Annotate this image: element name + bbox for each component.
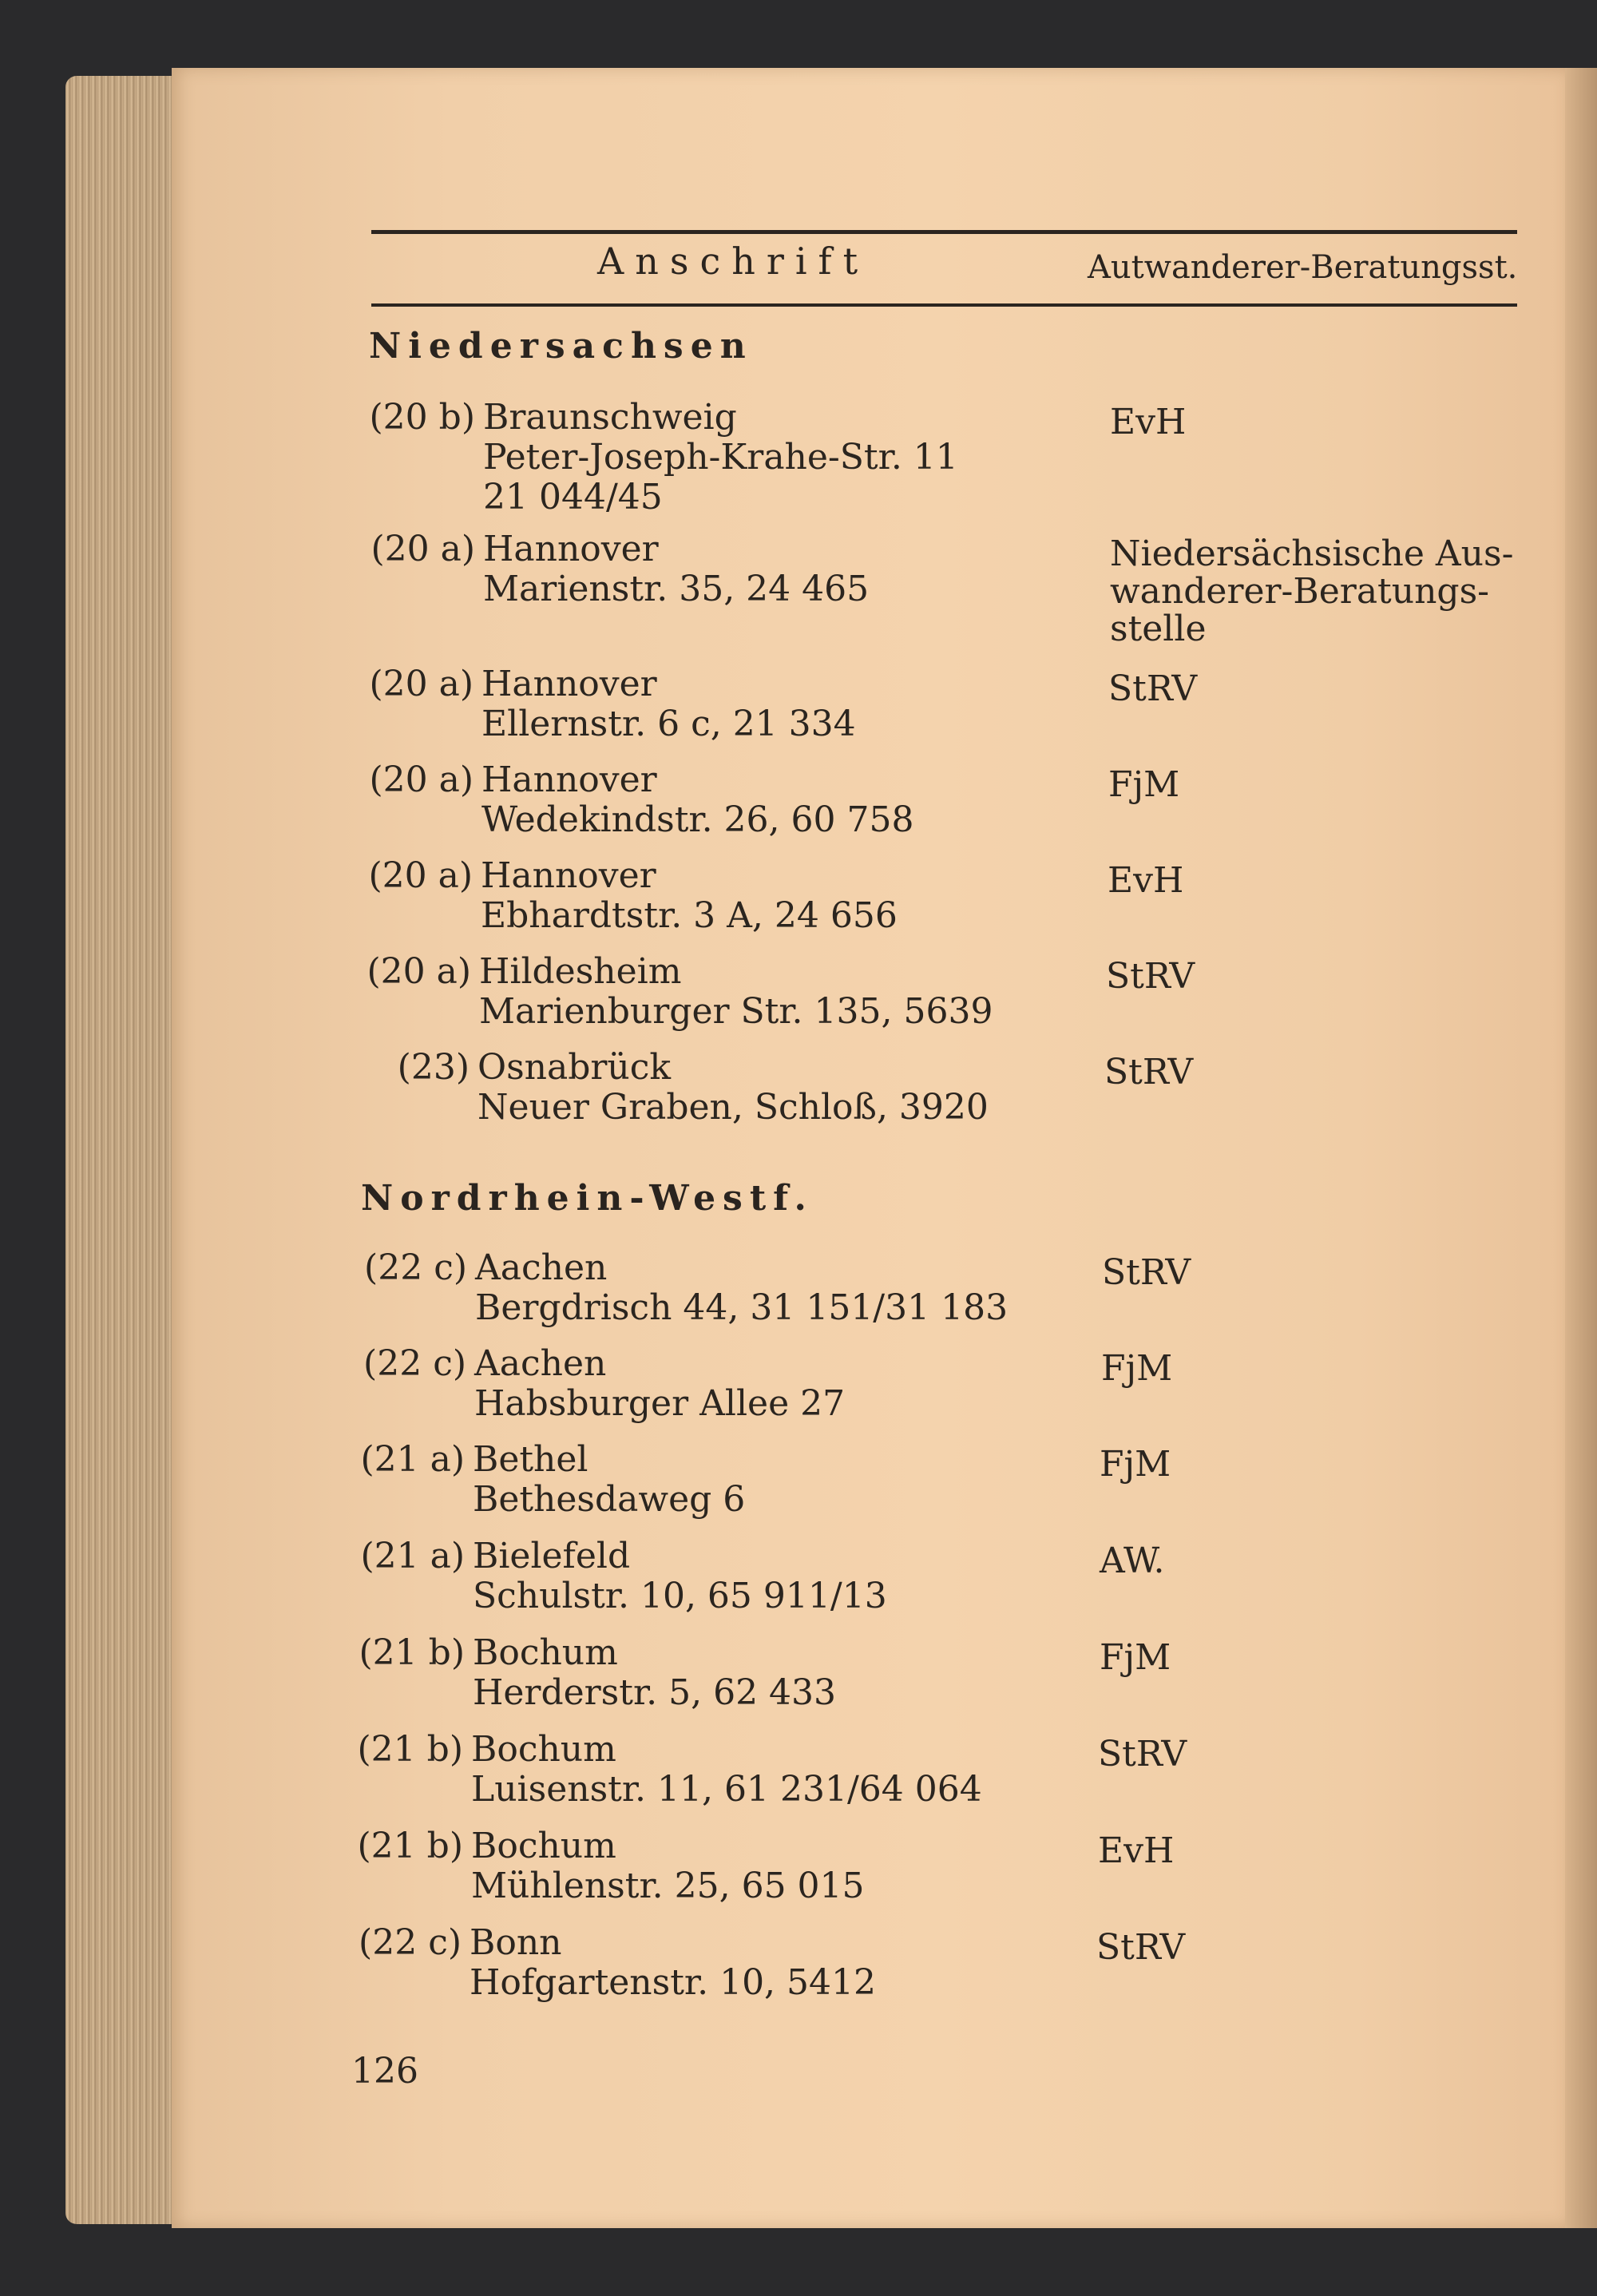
street: Neuer Graben, Schloß, 3920 bbox=[478, 1087, 989, 1128]
address bbox=[475, 1248, 1008, 1328]
street: Peter-Joseph-Krahe-Str. 11 bbox=[483, 437, 958, 478]
address bbox=[479, 952, 993, 1032]
street: Wedekindstr. 26, 60 758 bbox=[481, 799, 914, 840]
office bbox=[1098, 1831, 1174, 1869]
postal-code: (20 b) bbox=[369, 397, 475, 438]
office bbox=[1104, 1053, 1193, 1090]
office-line: StRV bbox=[1104, 1052, 1194, 1092]
address bbox=[483, 398, 958, 517]
office-line: AW. bbox=[1100, 1541, 1165, 1581]
city: Hannover bbox=[481, 855, 656, 896]
street: Schulstr. 10, 65 911/13 bbox=[473, 1576, 887, 1616]
postal-code: (20 a) bbox=[369, 759, 474, 800]
postal-code: (22 c) bbox=[359, 1922, 462, 1963]
street: Marienburger Str. 135, 5639 bbox=[479, 991, 993, 1032]
address bbox=[483, 529, 869, 609]
city: Bochum bbox=[471, 1826, 616, 1866]
section-title-nordrhein-westf: Nordrhein-Westf. bbox=[361, 1178, 814, 1219]
office-line: FjM bbox=[1108, 764, 1180, 805]
office-line: FjM bbox=[1100, 1637, 1171, 1678]
office-line: FjM bbox=[1100, 1444, 1171, 1485]
office bbox=[1102, 1253, 1191, 1291]
city: Hannover bbox=[481, 759, 657, 800]
postal-code: (21 a) bbox=[360, 1439, 465, 1480]
street: Ellernstr. 6 c, 21 334 bbox=[481, 704, 856, 744]
street: Hofgartenstr. 10, 5412 bbox=[470, 1962, 877, 2003]
city: Hildesheim bbox=[479, 951, 682, 992]
address bbox=[478, 1048, 989, 1128]
office-line: StRV bbox=[1102, 1252, 1191, 1293]
facing-page-edge bbox=[1565, 68, 1597, 2228]
office-line: stelle bbox=[1110, 609, 1207, 649]
postal-code: (22 c) bbox=[363, 1343, 466, 1384]
office-line: EvH bbox=[1098, 1830, 1175, 1871]
page-number: 126 bbox=[351, 2051, 418, 2092]
address bbox=[471, 1826, 865, 1906]
address bbox=[473, 1537, 887, 1616]
office-line: StRV bbox=[1108, 668, 1198, 709]
city: Bochum bbox=[473, 1632, 618, 1673]
city: Hannover bbox=[483, 529, 659, 569]
postal-code: (22 c) bbox=[364, 1247, 467, 1288]
postal-code: (21 b) bbox=[357, 1729, 463, 1770]
column-header-address: Anschrift bbox=[597, 240, 870, 283]
office-line: StRV bbox=[1106, 956, 1195, 997]
address bbox=[471, 1730, 982, 1810]
office bbox=[1110, 534, 1513, 647]
office bbox=[1100, 1541, 1165, 1579]
street: Luisenstr. 11, 61 231/64 064 bbox=[471, 1769, 982, 1810]
office-line: wanderer-Beratungs- bbox=[1110, 571, 1490, 612]
office-line: StRV bbox=[1096, 1927, 1186, 1968]
street: Marienstr. 35, 24 465 bbox=[483, 569, 870, 609]
postal-code: (20 a) bbox=[368, 855, 473, 896]
office bbox=[1100, 1637, 1171, 1678]
office bbox=[1108, 669, 1197, 707]
address bbox=[481, 760, 913, 840]
city: Braunschweig bbox=[483, 397, 737, 438]
address bbox=[481, 856, 898, 936]
street: Ebhardtstr. 3 A, 24 656 bbox=[481, 895, 898, 936]
office-line: FjM bbox=[1101, 1348, 1173, 1389]
office bbox=[1110, 402, 1186, 440]
office-line: EvH bbox=[1108, 860, 1184, 901]
city: Bethel bbox=[473, 1439, 588, 1480]
city: Bielefeld bbox=[473, 1536, 631, 1576]
header-top-rule bbox=[371, 230, 1517, 234]
postal-code: (20 a) bbox=[367, 951, 471, 992]
section-title-niedersachsen: Niedersachsen bbox=[369, 326, 753, 367]
column-header-office: Autwanderer-Beratungsst. bbox=[1088, 249, 1518, 286]
office bbox=[1106, 956, 1195, 997]
city: Aachen bbox=[474, 1343, 607, 1384]
office bbox=[1098, 1734, 1187, 1775]
office bbox=[1108, 860, 1184, 901]
postal-code: (21 b) bbox=[359, 1632, 465, 1673]
street: Habsburger Allee 27 bbox=[474, 1383, 846, 1424]
city: Osnabrück bbox=[478, 1047, 672, 1088]
address bbox=[473, 1633, 836, 1713]
postal-code: (23) bbox=[397, 1047, 470, 1088]
address bbox=[481, 664, 856, 744]
office bbox=[1108, 765, 1179, 803]
book-page bbox=[172, 68, 1565, 2228]
office-line: Niedersächsische Aus- bbox=[1110, 533, 1514, 574]
address bbox=[474, 1344, 845, 1424]
street: Bergdrisch 44, 31 151/31 183 bbox=[475, 1287, 1009, 1328]
address bbox=[470, 1923, 876, 2003]
header-bottom-rule bbox=[371, 303, 1517, 307]
office bbox=[1096, 1927, 1186, 1968]
office bbox=[1100, 1444, 1171, 1485]
phone: 21 044/45 bbox=[483, 477, 663, 517]
postal-code: (21 a) bbox=[360, 1536, 465, 1576]
postal-code: (21 b) bbox=[357, 1826, 463, 1866]
city: Bonn bbox=[470, 1922, 562, 1963]
postal-code: (20 a) bbox=[369, 664, 474, 704]
city: Bochum bbox=[471, 1729, 616, 1770]
street: Herderstr. 5, 62 433 bbox=[473, 1672, 837, 1713]
address bbox=[473, 1440, 745, 1520]
city: Hannover bbox=[481, 664, 657, 704]
office-line: StRV bbox=[1098, 1734, 1187, 1775]
street: Bethesdaweg 6 bbox=[473, 1479, 746, 1520]
office-line: EvH bbox=[1110, 402, 1187, 442]
page-edge-stack bbox=[65, 76, 185, 2224]
city: Aachen bbox=[475, 1247, 608, 1288]
postal-code: (20 a) bbox=[371, 529, 475, 569]
street: Mühlenstr. 25, 65 015 bbox=[471, 1866, 865, 1906]
office bbox=[1101, 1348, 1173, 1389]
